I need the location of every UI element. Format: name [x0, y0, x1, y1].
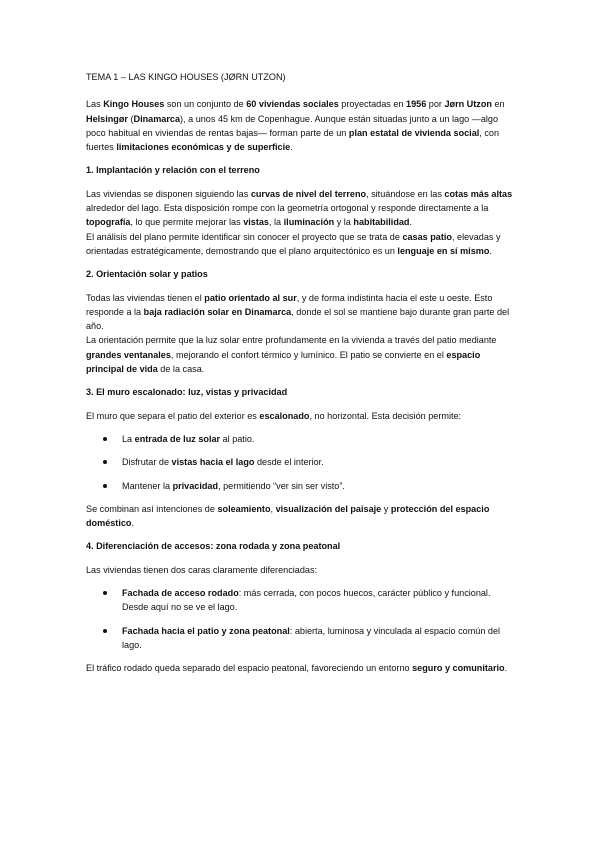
bold-text: vistas [243, 217, 269, 228]
bold-text: lenguaje en sí mismo [397, 245, 490, 256]
text-run: . [409, 217, 413, 228]
bullet-icon [103, 460, 107, 464]
intro-paragraph [86, 97, 516, 154]
section-1-paragraph-2 [86, 230, 516, 259]
bold-text: seguro y comunitario [412, 663, 505, 674]
bullet-icon [103, 591, 107, 595]
section-4-heading: 4. Diferenciación de accesos: zona rodada y zona peatonal [86, 541, 341, 552]
text-run: . [131, 518, 135, 529]
text-run: y [381, 503, 391, 514]
bold-text: Jørn Utzon [444, 99, 492, 110]
text-run: , permitiendo “ver sin ser visto”. [218, 480, 345, 491]
bold-text: privacidad [172, 480, 219, 491]
text-run: , situándose en las [366, 188, 445, 199]
bold-text: limitaciones económicas y de superficie [116, 142, 291, 153]
text-run: . [290, 142, 293, 153]
list-item [86, 432, 516, 446]
text-run: La orientación permite que la luz solar entre profundamente en la vivienda a través del patio mediante [86, 335, 497, 346]
bold-text: 1956 [406, 99, 427, 110]
bold-text: cotas más altas [444, 188, 513, 199]
bold-text: 60 viviendas sociales [246, 99, 339, 110]
bold-text: habitabilidad [353, 217, 410, 228]
text-run: Todas las viviendas tienen el [86, 292, 205, 303]
bold-text: casas patio [402, 231, 452, 242]
text-run: : más cerrada, con pocos huecos, carácter público y funcional. Desde aquí no se ve el lago. [122, 588, 491, 613]
bold-text: iluminación [283, 217, 335, 228]
section-4-paragraph-1 [86, 563, 516, 577]
bold-text: Dinamarca [133, 113, 181, 124]
bold-text: Helsingør [86, 113, 128, 124]
list-item [86, 586, 516, 615]
bold-text: vistas hacia el lago [171, 457, 255, 468]
text-run: . [489, 245, 492, 256]
section-3-bullet-list [86, 432, 516, 493]
bold-text: baja radiación solar en Dinamarca [143, 306, 292, 317]
section-1-heading: 1. Implantación y relación con el terreno [86, 165, 260, 176]
text-run: , con fuertes [86, 127, 500, 153]
list-item [86, 624, 516, 653]
text-run: Las viviendas tienen dos caras claramente diferenciadas: [86, 564, 318, 575]
text-run: y la [334, 217, 354, 228]
text-run: de la casa. [157, 364, 205, 375]
list-item [86, 455, 516, 469]
text-run: desde el interior. [254, 457, 324, 468]
text-run: : abierta, luminosa y vinculada al espacio común del lago. [122, 625, 501, 650]
text-run: . [504, 663, 508, 674]
bold-text: visualización del paisaje [275, 503, 382, 514]
text-run: ), a unos 45 km de Copenhague. Aunque están situadas junto a un lago —algo poco habitual en viviendas de rentas bajas— forman parte de un [86, 113, 499, 138]
bold-text: topografía [86, 217, 131, 228]
text-run: Mantener la [122, 480, 173, 491]
list-item [86, 479, 516, 493]
text-run: en [491, 99, 505, 110]
text-run: proyectadas en [338, 99, 407, 110]
text-run: , donde el sol se mantiene bajo durante gran parte del año. [86, 306, 510, 332]
bullet-icon [103, 629, 107, 633]
bold-text: Fachada hacia el patio y zona peatonal [122, 625, 290, 636]
bold-text: curvas de nivel del terreno [250, 188, 367, 199]
text-run: Se combinan así intenciones de [86, 503, 218, 514]
bold-text: entrada de luz solar [134, 433, 221, 444]
text-run: , lo que permite mejorar las [130, 217, 244, 228]
bullet-icon [103, 437, 107, 441]
bold-text: espacio principal de vida [86, 349, 481, 375]
text-run: , no horizontal. Esta decisión permite: [309, 410, 462, 421]
section-2-paragraph-1 [86, 291, 516, 334]
text-run: ( [127, 113, 134, 124]
section-3-paragraph-2 [86, 502, 516, 531]
text-run: La [122, 433, 135, 444]
section-1-paragraph-1 [86, 187, 516, 230]
text-run: , [270, 503, 276, 514]
document-body [86, 70, 516, 685]
page-title: TEMA 1 – LAS KINGO HOUSES (JØRN UTZON) [86, 72, 286, 82]
section-2-paragraph-2 [86, 333, 516, 376]
text-run: Las viviendas se disponen siguiendo las [86, 188, 251, 199]
bold-text: protección del espacio doméstico [86, 503, 490, 529]
text-run: Las [86, 99, 104, 110]
text-run: , y de forma indistinta hacia el este u oeste. Esto responde a la [86, 292, 493, 317]
text-run: , mejorando el confort térmico y lumínico. El patio se convierte en el [170, 349, 447, 360]
section-3-heading: 3. El muro escalonado: luz, vistas y privacidad [86, 387, 288, 398]
text-run: al patio. [220, 433, 255, 444]
bold-text: plan estatal de vivienda social [348, 127, 480, 138]
text-run: por [426, 99, 445, 110]
section-4-bullet-list [86, 586, 516, 652]
section-2-heading: 2. Orientación solar y patios [86, 269, 208, 280]
bold-text: escalonado [259, 410, 310, 421]
text-run: El análisis del plano permite identificar sin conocer el proyecto que se trata de [86, 231, 403, 242]
text-run: , la [268, 217, 284, 228]
text-run: alrededor del lago. Esta disposición rompe con la geometría ortogonal y responde directamente a la [86, 203, 489, 214]
bold-text: Fachada de acceso rodado [122, 588, 239, 599]
text-run: El tráfico rodado queda separado del espacio peatonal, favoreciendo un entorno [86, 663, 413, 674]
section-3-paragraph-1 [86, 409, 516, 423]
bold-text: patio orientado al sur [204, 292, 297, 303]
text-run: son un conjunto de [164, 99, 247, 110]
text-run: El muro que separa el patio del exterior es [86, 410, 260, 421]
text-run: , elevadas y orientadas estratégicamente, demostrando que el plano arquitectónico es un [86, 231, 501, 256]
bold-text: Kingo Houses [103, 99, 165, 110]
bold-text: grandes ventanales [86, 349, 171, 360]
bullet-icon [103, 484, 107, 488]
bold-text: soleamiento [217, 503, 271, 514]
section-4-paragraph-2 [86, 661, 516, 675]
text-run: Disfrutar de [122, 457, 172, 468]
